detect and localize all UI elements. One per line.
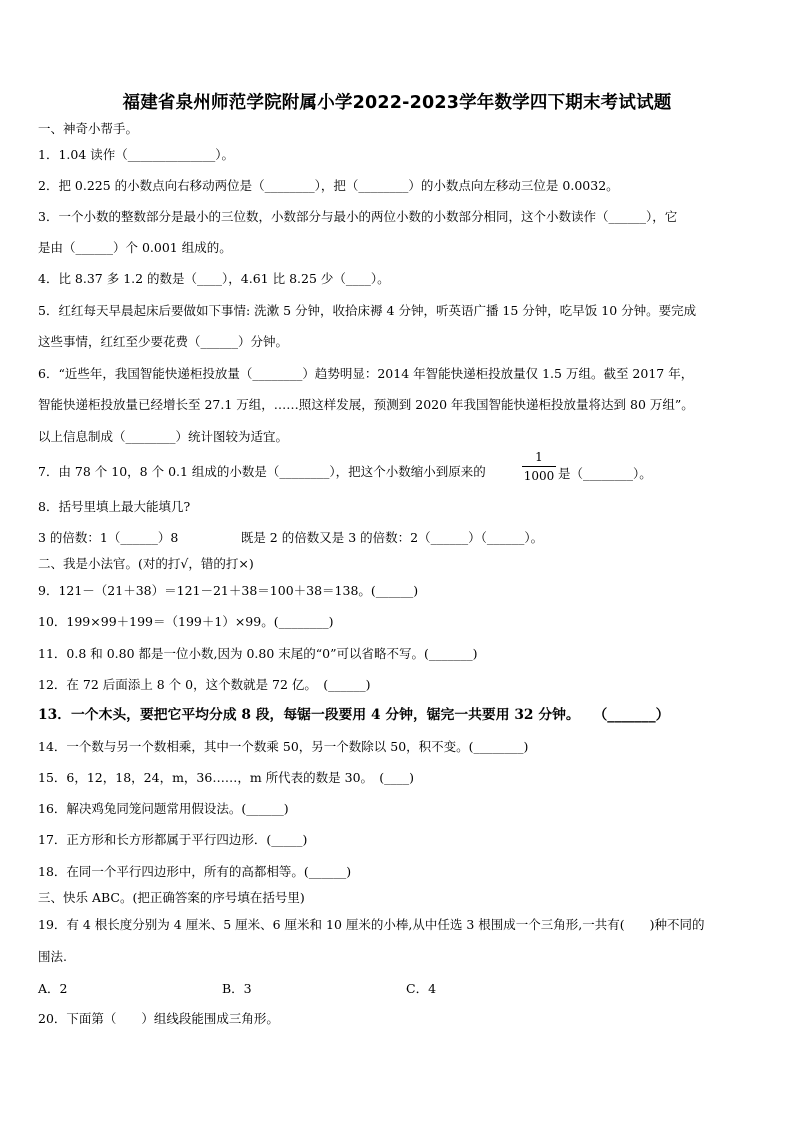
question-8: 8．括号里填上最大能填几? <box>38 499 191 514</box>
question-6-line-3: 以上信息制成（________）统计图较为适宜。 <box>38 429 289 444</box>
question-9: 9．121－（21＋38）＝121－21＋38＝100＋38＝138。(______) <box>38 583 419 598</box>
option-c: C．4 <box>406 981 437 996</box>
question-20: 20．下面第（ ）组线段能围成三角形。 <box>38 1011 279 1026</box>
question-11: 11．0.8 和 0.80 都是一位小数,因为 0.80 末尾的“0”可以省略不写。(_______) <box>38 646 478 661</box>
question-12: 12．在 72 后面添上 8 个 0，这个数就是 72 亿。 (______) <box>38 677 371 692</box>
fraction-denominator: 1000 <box>523 469 555 483</box>
question-10: 10．199×99＋199＝（199＋1）×99。(________) <box>38 614 334 629</box>
question-18: 18．在同一个平行四边形中，所有的高都相等。(______) <box>38 864 352 879</box>
question-3-line-1: 3．一个小数的整数部分是最小的三位数，小数部分与最小的两位小数的小数部分相同，这个小数读作（______），它 <box>38 209 678 224</box>
question-19-line-1: 19．有 4 根长度分别为 4 厘米、5 厘米、6 厘米和 10 厘米的小棒,从中任选 3 根围成一个三角形,一共有( )种不同的 <box>38 917 705 932</box>
question-5-line-1: 5．红红每天早晨起床后要做如下事情: 洗漱 5 分钟，收拾床褥 4 分钟，听英语广播 15 分钟，吃早饭 10 分钟。要完成 <box>38 303 697 318</box>
question-6-line-2: 智能快递柜投放量已经增长至 27.1 万组，……照这样发展，预测到 2020 年我国智能快递柜投放量将达到 80 万组”。 <box>38 397 694 412</box>
section-heading-2: 二、我是小法官。(对的打√，错的打×) <box>38 556 254 571</box>
question-15: 15．6，12，18，24，m，36……，m 所代表的数是 30。 (____) <box>38 770 415 785</box>
option-a: A．2 <box>38 981 68 996</box>
fraction-bar <box>522 466 556 467</box>
question-13: 13．一个木头，要把它平均分成 8 段，每锯一段要用 4 分钟，锯完一共要用 32 分钟。 （_______） <box>38 707 670 723</box>
question-19-line-2: 围法. <box>38 949 67 964</box>
question-7-tail: 是（________）。 <box>558 466 652 481</box>
section-heading-3: 三、快乐 ABC。(把正确答案的序号填在括号里) <box>38 890 305 905</box>
question-8-blanks: 3 的倍数：1（______）8 既是 2 的倍数又是 3 的倍数：2（______）（______）。 <box>38 530 544 545</box>
question-6-line-1: 6．“近些年，我国智能快递柜投放量（________）趋势明显：2014 年智能快递柜投放量仅 1.5 万组。截至 2017 年， <box>38 366 694 381</box>
section-heading-1: 一、神奇小帮手。 <box>38 121 139 136</box>
question-14: 14．一个数与另一个数相乘，其中一个数乘 50，另一个数除以 50，积不变。(________) <box>38 739 529 754</box>
option-b: B．3 <box>222 981 252 996</box>
fraction-numerator: 1 <box>535 450 543 464</box>
question-7: 7．由 78 个 10，8 个 0.1 组成的小数是（________），把这个小数缩小到原来的 <box>38 464 486 479</box>
question-2: 2．把 0.225 的小数点向右移动两位是（________），把（________）的小数点向左移动三位是 0.0032。 <box>38 178 619 193</box>
page-title: 福建省泉州师范学院附属小学2022-2023学年数学四下期末考试试题 <box>122 93 672 113</box>
question-16: 16．解决鸡兔同笼问题常用假设法。(______) <box>38 801 289 816</box>
question-5-line-2: 这些事情，红红至少要花费（______）分钟。 <box>38 334 289 349</box>
question-3-line-2: 是由（______）个 0.001 组成的。 <box>38 240 232 255</box>
question-1: 1．1.04 读作（______________）。 <box>38 147 235 162</box>
question-4: 4．比 8.37 多 1.2 的数是（____），4.61 比 8.25 少（____）。 <box>38 271 390 286</box>
question-17: 17．正方形和长方形都属于平行四边形．(_____) <box>38 832 308 847</box>
fraction-one-thousandth <box>522 450 556 483</box>
